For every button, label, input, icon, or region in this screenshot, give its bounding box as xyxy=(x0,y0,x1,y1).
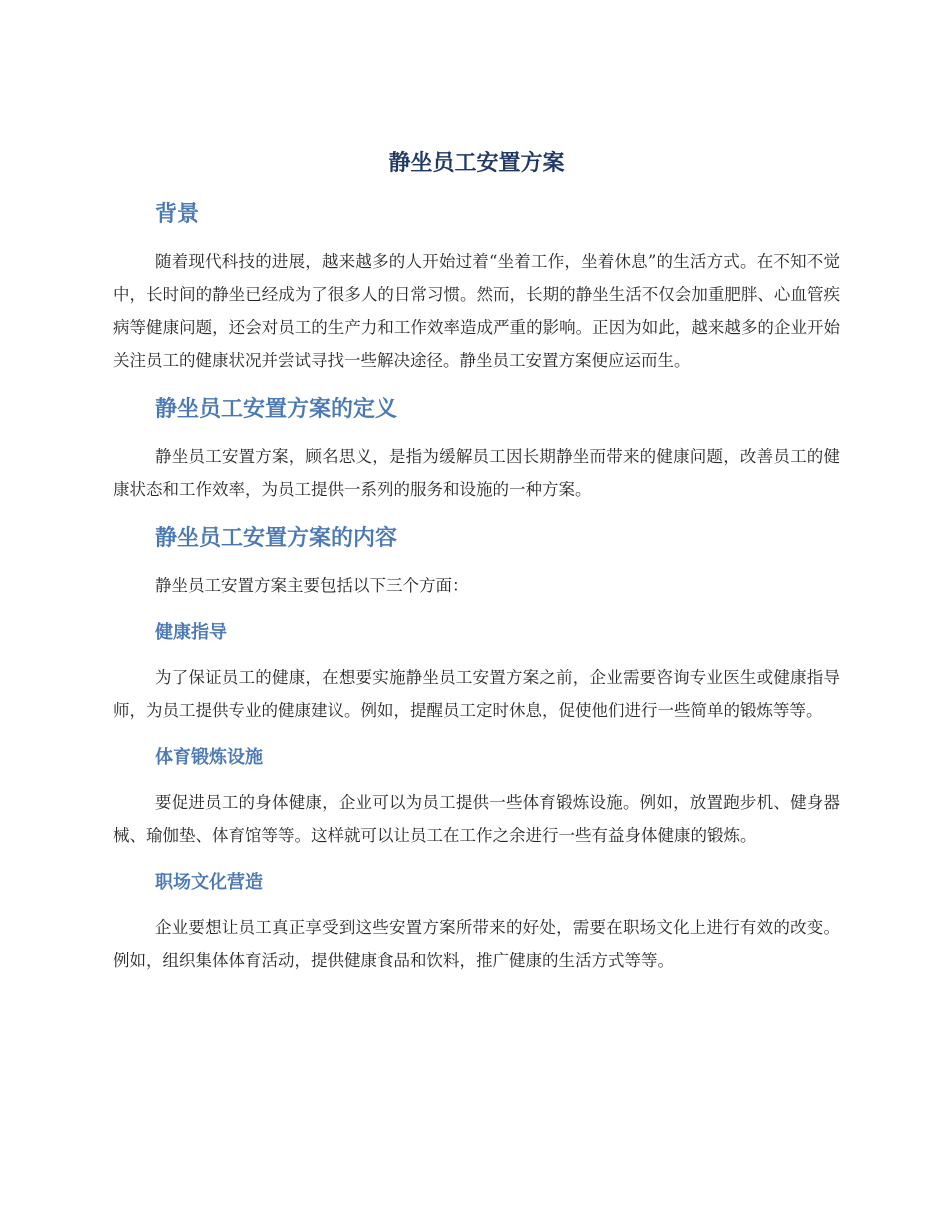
fitness-facilities-paragraph: 要促进员工的身体健康，企业可以为员工提供一些体育锻炼设施。例如，放置跑步机、健身器械、瑜伽垫、体育馆等等。这样就可以让员工在工作之余进行一些有益身体健康的锻炼。 xyxy=(113,793,840,845)
definition-paragraph: 静坐员工安置方案，顾名思义，是指为缓解员工因长期静坐而带来的健康问题，改善员工的健康状态和工作效率，为员工提供一系列的服务和设施的一种方案。 xyxy=(113,447,840,499)
section-heading-background: 背景 xyxy=(155,202,200,227)
document-body xyxy=(113,145,840,992)
subsection-heading-health-guidance: 健康指导 xyxy=(155,622,227,643)
background-paragraph: 随着现代科技的进展，越来越多的人开始过着“坐着工作，坐着休息”的生活方式。在不知不觉中，长时间的静坐已经成为了很多人的日常习惯。然而，长期的静坐生活不仅会加重肥胖、心血管疾病等健康问题，还会对员工的生产力和工作效率造成严重的影响。正因为如此，越来越多的企业开始关注员工的健康状况并尝试寻找一些解决途径。静坐员工安置方案便应运而生。 xyxy=(113,252,840,370)
content-intro-paragraph: 静坐员工安置方案主要包括以下三个方面： xyxy=(155,576,469,595)
document-title: 静坐员工安置方案 xyxy=(388,151,565,176)
subsection-heading-workplace-culture: 职场文化营造 xyxy=(155,872,263,893)
section-heading-definition: 静坐员工安置方案的定义 xyxy=(155,397,398,422)
section-heading-content: 静坐员工安置方案的内容 xyxy=(155,526,398,551)
health-guidance-paragraph: 为了保证员工的健康，在想要实施静坐员工安置方案之前，企业需要咨询专业医生或健康指导师，为员工提供专业的健康建议。例如，提醒员工定时休息，促使他们进行一些简单的锻炼等等。 xyxy=(113,668,840,720)
workplace-culture-paragraph: 企业要想让员工真正享受到这些安置方案所带来的好处，需要在职场文化上进行有效的改变。例如，组织集体体育活动，提供健康食品和饮料，推广健康的生活方式等等。 xyxy=(113,918,840,970)
subsection-heading-fitness-facilities: 体育锻炼设施 xyxy=(155,747,263,768)
